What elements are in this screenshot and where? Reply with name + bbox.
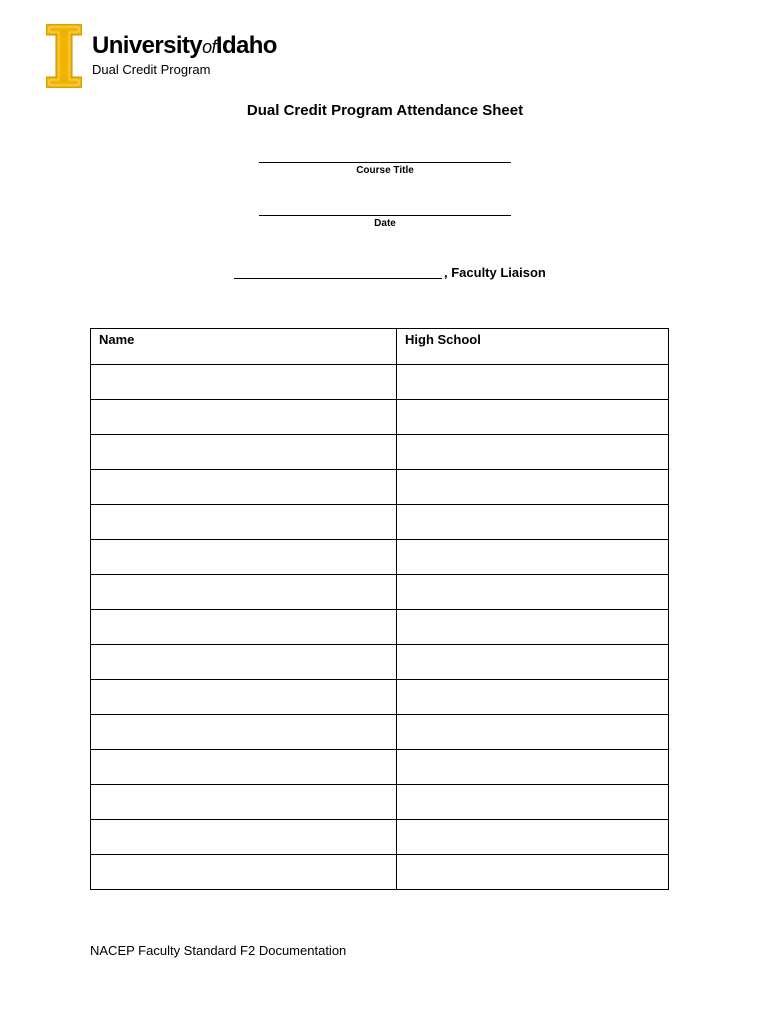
high-school-column-header: High School xyxy=(397,329,669,365)
name-cell[interactable] xyxy=(91,645,397,680)
high-school-cell[interactable] xyxy=(397,680,669,715)
name-column-header: Name xyxy=(91,329,397,365)
table-row xyxy=(91,505,669,540)
course-title-field[interactable] xyxy=(259,162,511,163)
table-row xyxy=(91,820,669,855)
table-row xyxy=(91,365,669,400)
high-school-cell[interactable] xyxy=(397,505,669,540)
high-school-cell[interactable] xyxy=(397,575,669,610)
attendance-table xyxy=(90,328,669,890)
footer-text: NACEP Faculty Standard F2 Documentation xyxy=(90,943,347,958)
high-school-cell[interactable] xyxy=(397,820,669,855)
table-row xyxy=(91,435,669,470)
document-title: Dual Credit Program Attendance Sheet xyxy=(246,102,524,119)
high-school-cell[interactable] xyxy=(397,855,669,890)
table-row xyxy=(91,470,669,505)
name-cell[interactable] xyxy=(91,750,397,785)
table-row xyxy=(91,855,669,890)
high-school-cell[interactable] xyxy=(397,400,669,435)
name-cell[interactable] xyxy=(91,470,397,505)
table-row xyxy=(91,645,669,680)
high-school-cell[interactable] xyxy=(397,645,669,680)
course-title-label: Course Title xyxy=(356,165,414,176)
date-label: Date xyxy=(374,218,396,229)
table-row xyxy=(91,610,669,645)
name-cell[interactable] xyxy=(91,715,397,750)
name-cell[interactable] xyxy=(91,435,397,470)
high-school-cell[interactable] xyxy=(397,435,669,470)
table-row xyxy=(91,715,669,750)
logo-wordmark xyxy=(92,32,277,78)
logo-subtitle: Dual Credit Program xyxy=(92,62,211,77)
high-school-cell[interactable] xyxy=(397,750,669,785)
table-row xyxy=(91,540,669,575)
logo-title-university: University xyxy=(92,32,203,59)
name-cell[interactable] xyxy=(91,400,397,435)
name-cell[interactable] xyxy=(91,365,397,400)
logo-title xyxy=(92,32,277,61)
table-row xyxy=(91,400,669,435)
name-cell[interactable] xyxy=(91,575,397,610)
name-cell[interactable] xyxy=(91,785,397,820)
high-school-cell[interactable] xyxy=(397,540,669,575)
name-cell[interactable] xyxy=(91,680,397,715)
logo-title-of: of xyxy=(202,37,216,57)
date-field[interactable] xyxy=(259,215,511,216)
table-row xyxy=(91,575,669,610)
name-cell[interactable] xyxy=(91,820,397,855)
name-cell[interactable] xyxy=(91,610,397,645)
name-cell[interactable] xyxy=(91,540,397,575)
high-school-cell[interactable] xyxy=(397,715,669,750)
faculty-liaison-label: , Faculty Liaison xyxy=(444,265,546,280)
table-row xyxy=(91,785,669,820)
high-school-cell[interactable] xyxy=(397,785,669,820)
logo-title-idaho: Idaho xyxy=(215,32,277,59)
faculty-liaison-field[interactable] xyxy=(234,278,442,279)
name-cell[interactable] xyxy=(91,505,397,540)
table-row xyxy=(91,750,669,785)
university-idaho-logo-icon xyxy=(46,24,82,88)
table-header-row xyxy=(91,329,669,365)
high-school-cell[interactable] xyxy=(397,470,669,505)
high-school-cell[interactable] xyxy=(397,610,669,645)
name-cell[interactable] xyxy=(91,855,397,890)
table-row xyxy=(91,680,669,715)
high-school-cell[interactable] xyxy=(397,365,669,400)
